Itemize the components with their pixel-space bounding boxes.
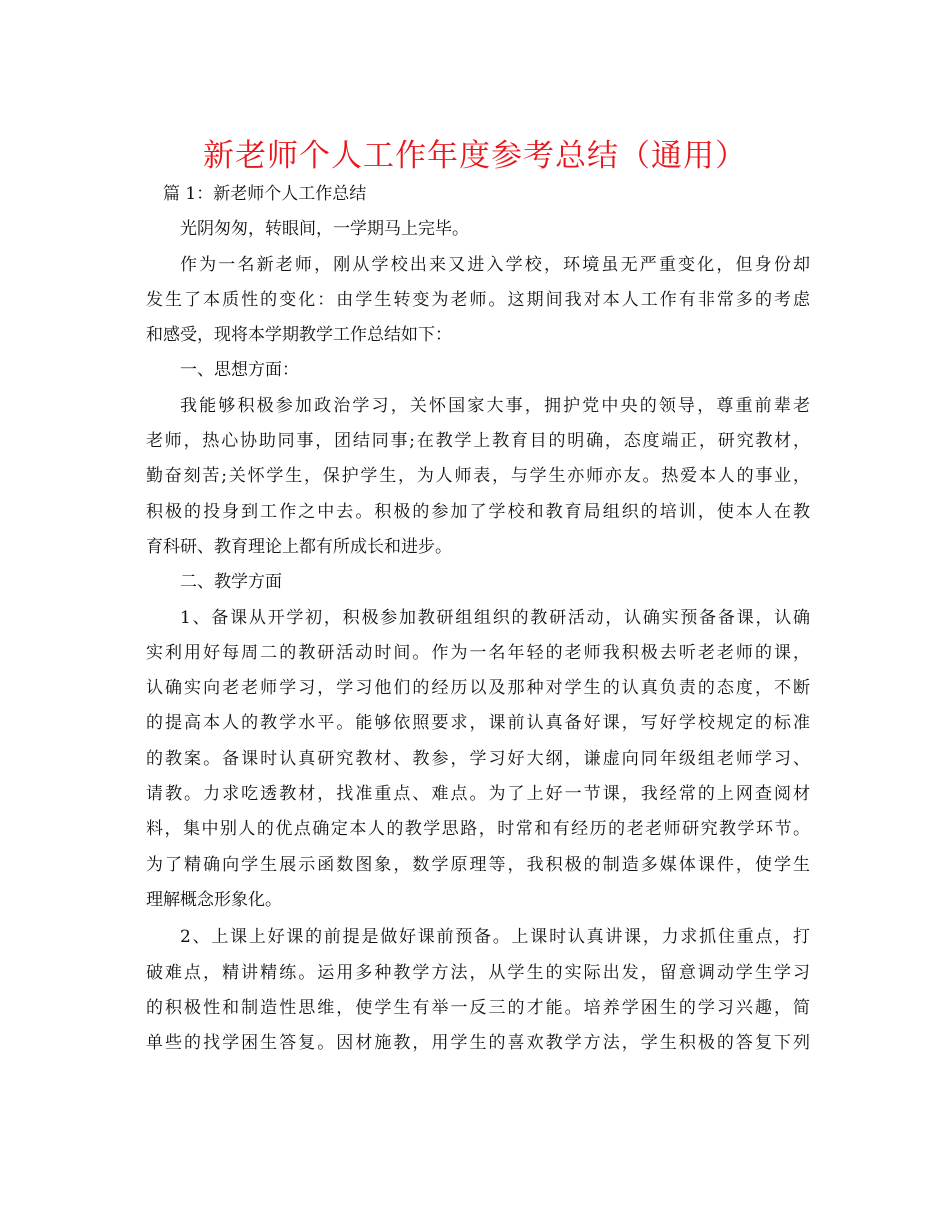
paragraph-line: 育科研、教育理论上都有所成长和进步。	[146, 536, 452, 557]
paragraph-line: 积极的投身到工作之中去。积极的参加了学校和教育局组织的培训，使本人在教	[146, 501, 810, 522]
paragraph-thought	[146, 389, 810, 565]
paragraph-line: 为了精确向学生展示函数图象，数学原理等，我积极的制造多媒体课件，使学生	[146, 854, 810, 875]
paragraph-line: 认确实向老老师学习，学习他们的经历以及那种对学生的认真负责的态度，不断	[146, 678, 810, 699]
paragraph-line: 理解概念形象化。	[146, 889, 282, 910]
paragraph-line: 和感受，现将本学期教学工作总结如下：	[146, 325, 452, 346]
paragraph-line: 请教。力求吃透教材，找准重点、难点。为了上好一节课，我经常的上网查阅材	[146, 784, 810, 805]
paragraph-line: 我能够积极参加政治学习，关怀国家大事，拥护党中央的领导，尊重前辈老	[180, 395, 810, 416]
paragraph-line: 1、备课从开学初，积极参加教研组组织的教研活动，认确实预备备课，认确	[180, 607, 810, 628]
paragraph-line: 实利用好每周二的教研活动时间。作为一名年轻的老师我积极去听老老师的课，	[146, 642, 810, 663]
paragraph-lesson-prep	[146, 601, 810, 919]
paragraph-intro	[146, 212, 810, 247]
paragraph-line: 的教案。备课时认真研究教材、教参，学习好大纲，谦虚向同年级组老师学习、	[146, 748, 810, 769]
paragraph-line: 的提高本人的教学水平。能够依照要求，课前认真备好课，写好学校规定的标准	[146, 713, 810, 734]
paragraph-line: 2、上课上好课的前提是做好课前预备。上课时认真讲课，力求抓住重点，打	[180, 927, 810, 948]
paragraph-line: 老师，热心协助同事，团结同事;在教学上教育目的明确，态度端正，研究教材，	[146, 431, 810, 452]
paragraph-line: 光阴匆匆，转眼间，一学期马上完毕。	[180, 219, 469, 240]
paragraph-line: 的积极性和制造性思维，使学生有举一反三的才能。培养学困生的学习兴趣，简	[146, 997, 810, 1018]
paragraph-line: 勤奋刻苦;关怀学生，保护学生，为人师表，与学生亦师亦友。热爱本人的事业，	[146, 466, 810, 487]
heading-thought	[146, 353, 810, 388]
paragraph-line: 作为一名新老师，刚从学校出来又进入学校，环境虽无严重变化，但身份却	[180, 254, 810, 275]
document-body	[146, 177, 810, 1061]
heading-teaching	[146, 565, 810, 600]
paragraph-line: 单些的找学困生答复。因材施教，用学生的喜欢教学方法，学生积极的答复下列	[146, 1033, 810, 1054]
paragraph-role-change	[146, 248, 810, 354]
section-heading: 篇 1：新老师个人工作总结	[163, 184, 367, 204]
paragraph-line: 料，集中别人的优点确定本人的教学思路，时常和有经历的老老师研究教学环节。	[146, 819, 810, 840]
paragraph-line: 二、教学方面	[180, 572, 282, 593]
paragraph-line: 一、思想方面：	[180, 360, 299, 381]
paragraph-line: 破难点，精讲精练。运用多种教学方法，从学生的实际出发，留意调动学生学习	[146, 962, 810, 983]
paragraph-line: 发生了本质性的变化：由学生转变为老师。这期间我对本人工作有非常多的考虑	[146, 289, 810, 310]
document-title: 新老师个人工作年度参考总结（通用）	[203, 138, 747, 174]
paragraph-in-class	[146, 920, 810, 1061]
